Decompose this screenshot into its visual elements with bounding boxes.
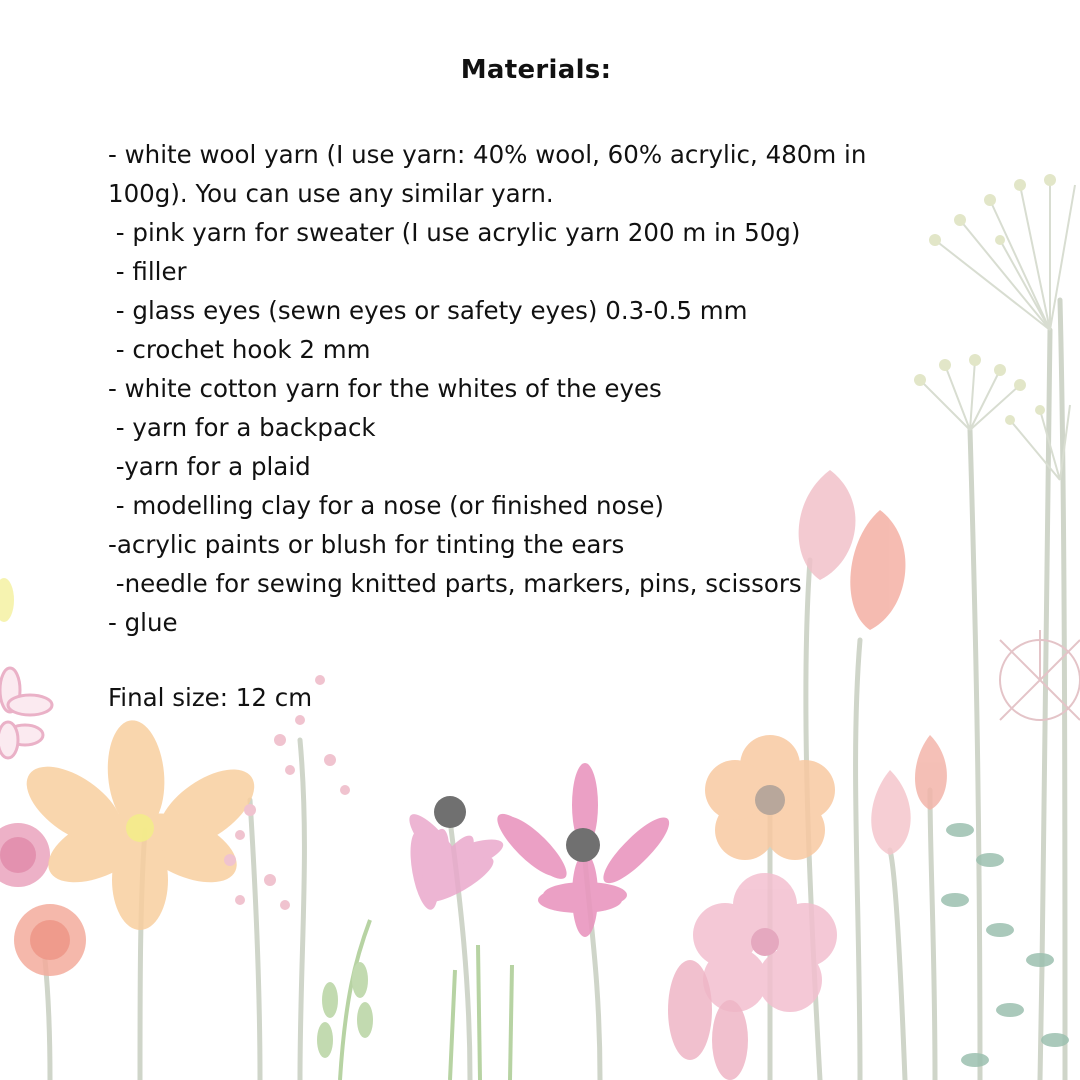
- list-item: - filler: [108, 257, 187, 286]
- list-item: - glass eyes (sewn eyes or safety eyes) 0.3-0.5 mm: [108, 296, 748, 325]
- list-item: - pink yarn for sweater (I use acrylic yarn 200 m in 50g): [108, 218, 801, 247]
- list-item: - white wool yarn (I use yarn: 40% wool, 60% acrylic, 480m in: [108, 140, 867, 169]
- list-item: - modelling clay for a nose (or finished nose): [108, 491, 664, 520]
- list-item: 100g). You can use any similar yarn.: [108, 179, 554, 208]
- list-item: -yarn for a plaid: [108, 452, 311, 481]
- list-item: -acrylic paints or blush for tinting the ears: [108, 530, 625, 559]
- list-item: - yarn for a backpack: [108, 413, 376, 442]
- list-item: - glue: [108, 608, 178, 637]
- final-size-text: Final size: 12 cm: [108, 683, 313, 712]
- page-title: Materials:: [460, 55, 612, 85]
- list-item: -needle for sewing knitted parts, markers, pins, scissors: [108, 569, 802, 598]
- list-item: - crochet hook 2 mm: [108, 335, 371, 364]
- list-item: - white cotton yarn for the whites of the eyes: [108, 374, 662, 403]
- materials-list: [108, 135, 988, 642]
